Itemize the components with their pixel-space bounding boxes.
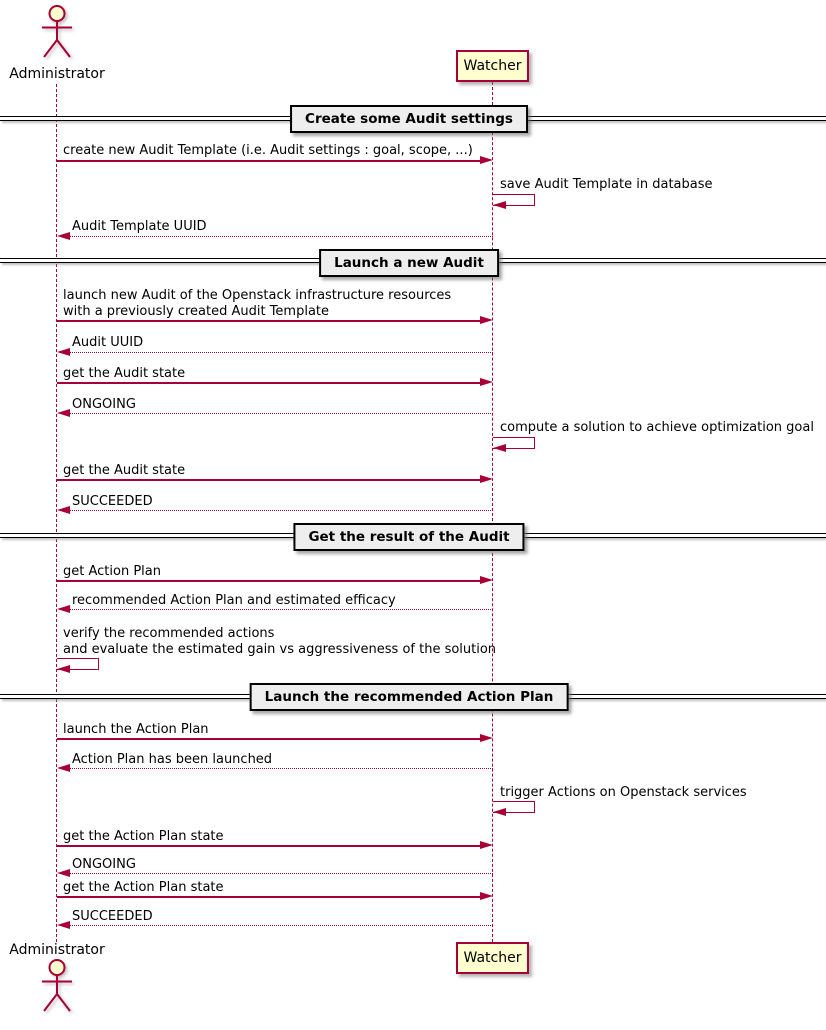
message-line [70, 768, 493, 769]
message-label: save Audit Template in database [500, 177, 713, 192]
message-label: trigger Actions on Openstack services [500, 785, 747, 800]
arrowhead-left-icon [57, 506, 70, 514]
message-line [57, 479, 481, 481]
arrowhead-left-icon [57, 764, 70, 772]
message-label: get the Action Plan state [63, 880, 224, 895]
arrowhead-left-icon [57, 869, 70, 877]
arrowhead-left-icon [57, 409, 70, 417]
message-line [57, 320, 481, 322]
divider-label-get-audit-result: Get the result of the Audit [293, 523, 524, 551]
actor-administrator-top [37, 4, 77, 66]
arrowhead-right-icon [480, 475, 493, 483]
message-line [70, 609, 493, 610]
message-label: get the Action Plan state [63, 829, 224, 844]
message-label: get the Audit state [63, 463, 186, 478]
message-label: Audit Template UUID [72, 219, 207, 234]
divider-label-launch-action-plan: Launch the recommended Action Plan [250, 683, 569, 711]
message-label [63, 288, 451, 319]
message-label-line1: verify the recommended actions [63, 626, 275, 641]
message-line [70, 236, 493, 237]
message-line [70, 873, 493, 874]
message-label: compute a solution to achieve optimization goal [500, 420, 814, 435]
arrowhead-left-icon [493, 808, 506, 816]
message-label: SUCCEEDED [72, 494, 153, 509]
arrowhead-left-icon [493, 201, 506, 209]
message-label-line2: and evaluate the estimated gain vs aggressiveness of the solution [63, 641, 497, 657]
message-line [57, 580, 481, 582]
divider-label-launch-new-audit: Launch a new Audit [319, 249, 499, 277]
arrowhead-left-icon [57, 605, 70, 613]
participant-watcher-top: Watcher [456, 50, 529, 82]
message-line [70, 352, 493, 353]
actor-administrator-bottom [37, 958, 77, 1020]
message-line [57, 382, 481, 384]
actor-icon [37, 4, 77, 62]
message-label: SUCCEEDED [72, 909, 153, 924]
actor-icon [37, 958, 77, 1016]
message-line [57, 896, 481, 898]
arrowhead-left-icon [57, 348, 70, 356]
message-label: Audit UUID [72, 335, 144, 350]
message-label-line1: launch new Audit of the Openstack infrastructure resources [63, 288, 452, 303]
arrowhead-right-icon [480, 378, 493, 386]
arrowhead-right-icon [480, 156, 493, 164]
divider-label-create-audit-settings: Create some Audit settings [290, 105, 528, 133]
message-label: recommended Action Plan and estimated efficacy [72, 593, 396, 608]
message-label: create new Audit Template (i.e. Audit settings : goal, scope, ...) [63, 143, 473, 158]
message-line [57, 160, 481, 162]
arrowhead-left-icon [57, 232, 70, 240]
arrowhead-right-icon [480, 841, 493, 849]
arrowhead-right-icon [480, 576, 493, 584]
arrowhead-left-icon [493, 444, 506, 452]
actor-label-administrator-bottom: Administrator [9, 942, 105, 958]
actor-label-administrator-top: Administrator [9, 66, 105, 82]
message-label: get Action Plan [63, 564, 161, 579]
message-line [70, 925, 493, 926]
message-line [57, 738, 481, 740]
message-label: Action Plan has been launched [72, 752, 273, 767]
message-label-line2: with a previously created Audit Template [63, 303, 330, 319]
message-label: ONGOING [72, 857, 136, 872]
arrowhead-left-icon [57, 665, 70, 673]
message-label: launch the Action Plan [63, 722, 209, 737]
message-line [57, 845, 481, 847]
arrowhead-right-icon [480, 316, 493, 324]
participant-watcher-bottom: Watcher [456, 942, 529, 974]
message-line [70, 510, 493, 511]
arrowhead-left-icon [57, 921, 70, 929]
message-label [63, 626, 496, 657]
message-line [70, 413, 493, 414]
message-label: get the Audit state [63, 366, 186, 381]
arrowhead-right-icon [480, 734, 493, 742]
message-label: ONGOING [72, 397, 136, 412]
arrowhead-right-icon [480, 892, 493, 900]
